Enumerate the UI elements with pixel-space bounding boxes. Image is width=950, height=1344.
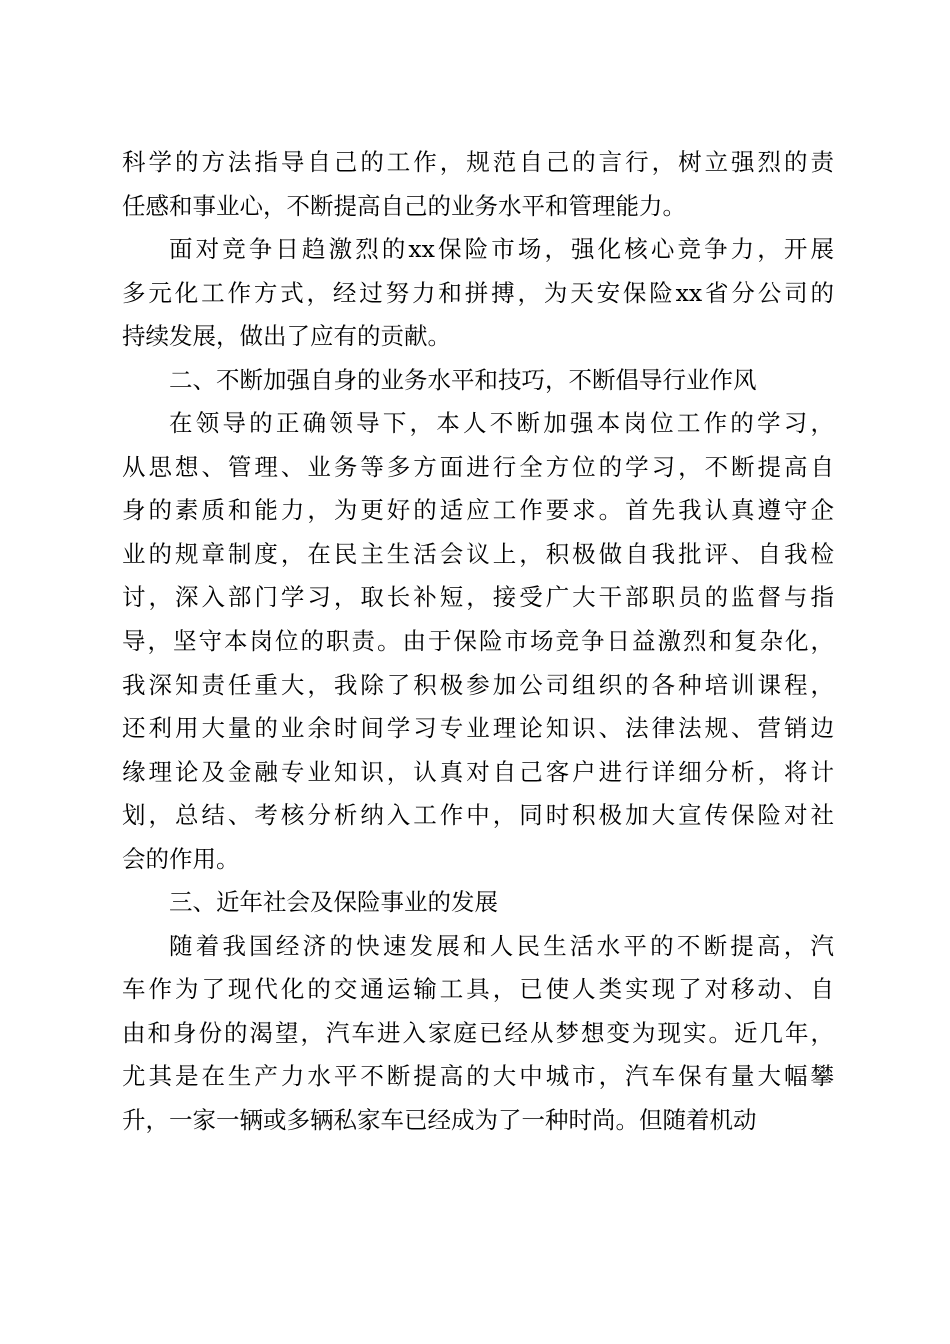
document-body [122,141,834,1143]
paragraph-line: 持续发展，做出了应有的贡献。 [122,322,451,351]
paragraph-line: 车作为了现代化的交通运输工具，已使人类实现了对移动、自 [122,975,834,1004]
paragraph-line: 导，坚守本岗位的职责。由于保险市场竞争日益激烈和复杂化， [122,627,834,656]
paragraph-line: 科学的方法指导自己的工作，规范自己的言行，树立强烈的责 [122,148,834,176]
heading-text: 三、近年社会及保险事业的发展 [169,888,498,917]
paragraph-line: 缘理论及金融专业知识，认真对自己客户进行详细分析，将计 [122,757,834,786]
paragraph-line: 从思想、管理、业务等多方面进行全方位的学习，不断提高自 [122,452,834,481]
paragraph-line: 业的规章制度，在民主生活会议上，积极做自我批评、自我检 [122,539,834,568]
section-heading [122,881,834,925]
paragraph-line: 面对竞争日趋激烈的xx保险市场，强化核心竞争力，开展 [169,235,834,264]
paragraph-line: 尤其是在生产力水平不断提高的大中城市，汽车保有量大幅攀 [122,1062,834,1091]
paragraph-line: 在领导的正确领导下，本人不断加强本岗位工作的学习， [169,409,834,438]
paragraph-line: 多元化工作方式，经过努力和拼搏，为天安保险xx省分公司的 [122,278,834,307]
paragraph [122,925,834,1143]
paragraph-line: 由和身份的渴望，汽车进入家庭已经从梦想变为现实。近几年， [122,1018,834,1047]
paragraph-line: 随着我国经济的快速发展和人民生活水平的不断提高，汽 [169,931,834,960]
paragraph-line: 还利用大量的业余时间学习专业理论知识、法律法规、营销边 [122,714,834,743]
paragraph-line: 任感和事业心，不断提高自己的业务水平和管理能力。 [122,191,686,220]
paragraph [122,228,834,359]
paragraph-line: 我深知责任重大，我除了积极参加公司组织的各种培训课程， [122,670,834,699]
paragraph-line: 升，一家一辆或多辆私家车已经成为了一种时尚。但随着机动 [122,1106,757,1135]
paragraph [122,141,834,228]
paragraph-line: 划，总结、考核分析纳入工作中，同时积极加大宣传保险对社 [122,801,834,830]
paragraph-line: 讨，深入部门学习，取长补短，接受广大干部职员的监督与指 [122,583,834,612]
paragraph [122,402,834,881]
paragraph-line: 会的作用。 [122,844,240,873]
paragraph-line: 身的素质和能力，为更好的适应工作要求。首先我认真遵守企 [122,496,834,525]
heading-text: 二、不断加强自身的业务水平和技巧，不断倡导行业作风 [169,365,757,394]
section-heading [122,359,834,403]
